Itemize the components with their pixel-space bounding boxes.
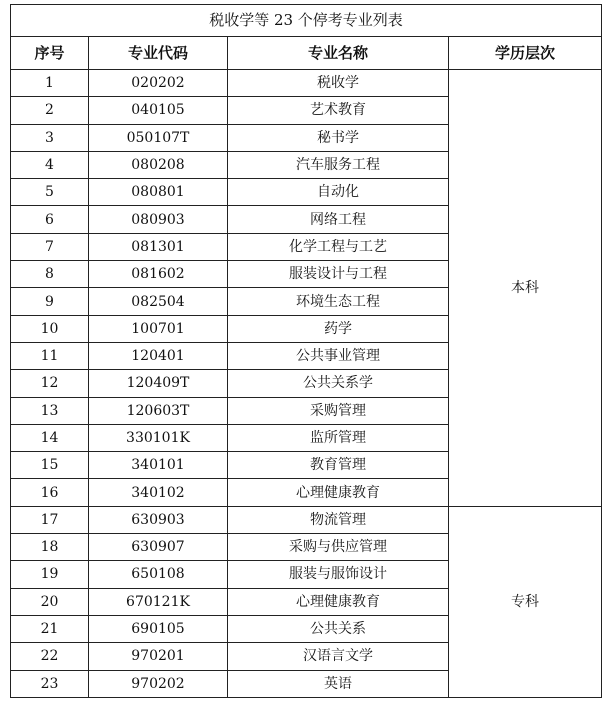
row-code: 340101: [89, 452, 228, 479]
row-index: 4: [11, 151, 89, 178]
row-code: 330101K: [89, 424, 228, 451]
row-index: 23: [11, 670, 89, 697]
row-code: 970201: [89, 643, 228, 670]
row-code: 120401: [89, 342, 228, 369]
row-code: 082504: [89, 288, 228, 315]
row-name: 采购管理: [228, 397, 449, 424]
row-name: 药学: [228, 315, 449, 342]
header-level: 学历层次: [449, 37, 602, 70]
row-index: 9: [11, 288, 89, 315]
row-index: 18: [11, 534, 89, 561]
row-code: 080801: [89, 179, 228, 206]
row-name: 服装设计与工程: [228, 261, 449, 288]
header-row: [11, 37, 602, 70]
row-name: 公共事业管理: [228, 342, 449, 369]
row-name: 心理健康教育: [228, 479, 449, 506]
row-name: 服装与服饰设计: [228, 561, 449, 588]
row-code: 630903: [89, 506, 228, 533]
row-code: 080208: [89, 151, 228, 178]
row-index: 17: [11, 506, 89, 533]
title-row: [11, 5, 602, 37]
row-index: 8: [11, 261, 89, 288]
row-index: 5: [11, 179, 89, 206]
row-code: 630907: [89, 534, 228, 561]
header-name: 专业名称: [228, 37, 449, 70]
row-code: 020202: [89, 70, 228, 97]
row-code: 081301: [89, 233, 228, 260]
suspended-majors-table: [10, 4, 602, 698]
row-index: 2: [11, 97, 89, 124]
row-index: 20: [11, 588, 89, 615]
row-name: 税收学: [228, 70, 449, 97]
row-code: 670121K: [89, 588, 228, 615]
row-code: 690105: [89, 615, 228, 642]
header-code: 专业代码: [89, 37, 228, 70]
table-body: [11, 70, 602, 698]
row-name: 公共关系: [228, 615, 449, 642]
row-code: 970202: [89, 670, 228, 697]
row-code: 080903: [89, 206, 228, 233]
row-code: 120603T: [89, 397, 228, 424]
row-code: 340102: [89, 479, 228, 506]
row-index: 13: [11, 397, 89, 424]
row-name: 秘书学: [228, 124, 449, 151]
row-code: 040105: [89, 97, 228, 124]
row-index: 19: [11, 561, 89, 588]
table-title: 税收学等 23 个停考专业列表: [11, 5, 602, 37]
row-name: 环境生态工程: [228, 288, 449, 315]
row-index: 3: [11, 124, 89, 151]
table-row: [11, 506, 602, 533]
row-index: 6: [11, 206, 89, 233]
row-index: 15: [11, 452, 89, 479]
row-name: 艺术教育: [228, 97, 449, 124]
row-name: 自动化: [228, 179, 449, 206]
row-index: 1: [11, 70, 89, 97]
row-index: 22: [11, 643, 89, 670]
row-index: 16: [11, 479, 89, 506]
row-index: 10: [11, 315, 89, 342]
row-code: 081602: [89, 261, 228, 288]
row-name: 采购与供应管理: [228, 534, 449, 561]
row-name: 教育管理: [228, 452, 449, 479]
row-name: 汽车服务工程: [228, 151, 449, 178]
row-code: 050107T: [89, 124, 228, 151]
row-index: 7: [11, 233, 89, 260]
row-code: 120409T: [89, 370, 228, 397]
row-name: 网络工程: [228, 206, 449, 233]
row-index: 21: [11, 615, 89, 642]
row-name: 心理健康教育: [228, 588, 449, 615]
row-index: 12: [11, 370, 89, 397]
row-name: 英语: [228, 670, 449, 697]
row-code: 650108: [89, 561, 228, 588]
row-index: 11: [11, 342, 89, 369]
row-name: 监所管理: [228, 424, 449, 451]
level-cell: 本科: [449, 70, 602, 507]
row-code: 100701: [89, 315, 228, 342]
level-cell: 专科: [449, 506, 602, 697]
table-row: [11, 70, 602, 97]
row-name: 汉语言文学: [228, 643, 449, 670]
row-name: 物流管理: [228, 506, 449, 533]
row-name: 公共关系学: [228, 370, 449, 397]
row-name: 化学工程与工艺: [228, 233, 449, 260]
header-index: 序号: [11, 37, 89, 70]
row-index: 14: [11, 424, 89, 451]
